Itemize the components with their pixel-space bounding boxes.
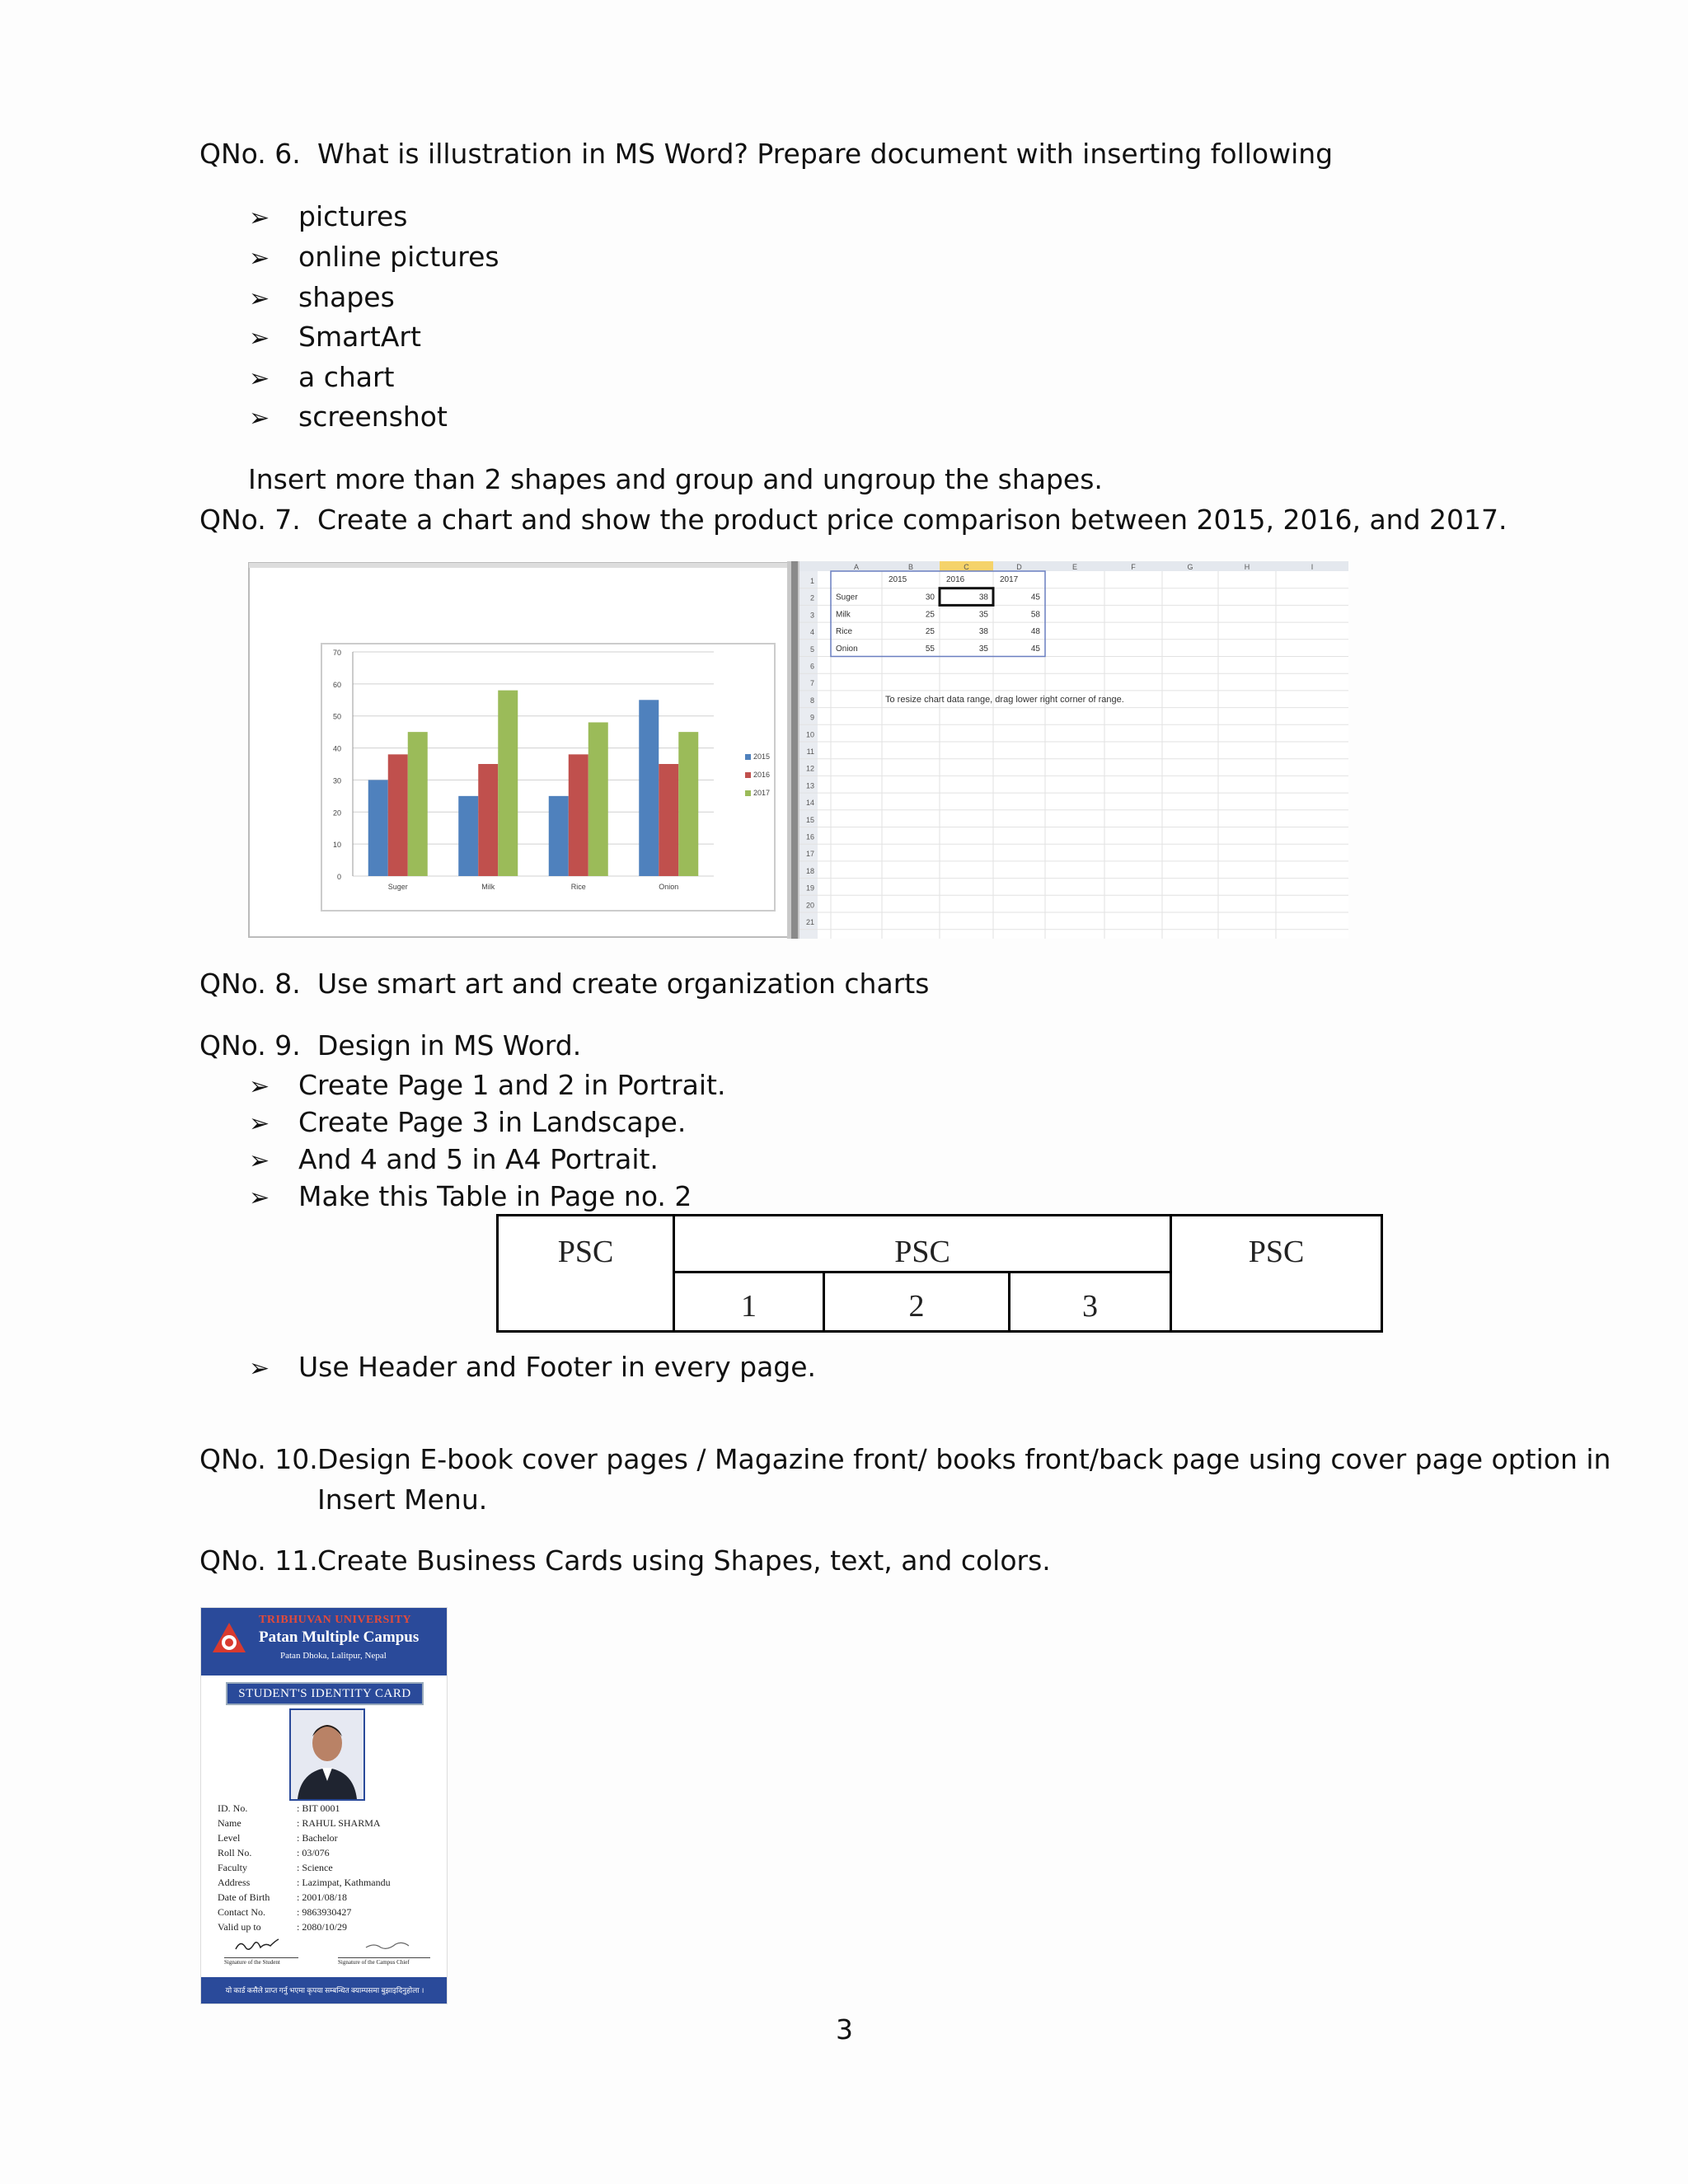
y-tick-label: 10 [332,841,341,850]
sheet-cell-value: 58 [1030,610,1040,620]
q8-number: QNo. 8. [199,968,301,1000]
id-card-title: STUDENT'S IDENTITY CARD [226,1682,424,1705]
sheet-cell-value: 48 [1030,627,1040,637]
q6-extra: Insert more than 2 shapes and group and ungroup the shapes. [248,463,1103,495]
psc-cell-sub-3: 3 [1010,1273,1172,1330]
id-card-footer: यो कार्ड कसैले प्राप्त गर्नु भएमा कृपया सम्बन्धित क्याम्पसमा बुझाइदिनुहोला । [201,1977,448,2004]
sheet-cell-value: 25 [925,627,935,637]
q9-bullet: ➢ Create Page 1 and 2 in Portrait. [249,1069,726,1101]
chart-screenshot [247,561,1348,939]
legend-label: 2016 [753,771,771,779]
id-field-value: : BIT 0001 [297,1802,340,1814]
sheet-cell-value: 45 [1030,644,1040,654]
id-field-value: : Bachelor [297,1832,338,1844]
student-id-card [200,1607,448,2004]
q10-heading [199,1442,1611,1476]
sheet-cell-value: 38 [978,593,988,602]
arrow-bullet-icon: ➢ [249,364,270,393]
sheet-cell-value: 30 [925,593,935,602]
id-field-value: : RAHUL SHARMA [297,1817,381,1829]
column-header: C [964,563,969,571]
row-header: 18 [805,866,814,875]
legend-swatch [745,790,751,796]
sheet-row-label: Milk [836,610,851,620]
row-header: 2 [809,593,814,602]
student-signature-caption: Signature of the Student [224,1957,298,1966]
row-header: 4 [809,628,814,637]
q6-bullet: ➢ screenshot [249,401,448,433]
row-header: 15 [805,815,814,824]
university-logo-icon [211,1621,247,1657]
bar-suger-2017 [408,732,428,876]
q6-bullet: ➢ SmartArt [249,321,421,353]
sheet-hint: To resize chart data range, drag lower right corner of range. [885,694,1124,705]
q9-bullet: ➢ Make this Table in Page no. 2 [249,1180,692,1212]
arrow-bullet-icon: ➢ [249,1109,270,1138]
bar-suger-2016 [388,754,408,876]
id-field-label: Valid up to [218,1921,261,1933]
bar-suger-2015 [368,780,388,876]
psc-cell-middle: PSC [675,1216,1172,1273]
row-header: 9 [809,713,814,722]
sheet-year-header: 2015 [889,575,907,584]
q6-bullet: ➢ online pictures [249,241,499,273]
x-tick-label: Milk [481,883,495,891]
psc-cell-left: PSC [499,1216,675,1330]
sheet-year-header: 2016 [946,575,965,584]
id-field-value: : 2001/08/18 [297,1891,348,1903]
id-field-label: Faculty [218,1862,247,1873]
q6-heading [199,137,1333,171]
row-header: 8 [809,696,814,705]
q9-number: QNo. 9. [199,1029,301,1062]
q8-heading [199,967,929,1001]
id-card-campus: Patan Multiple Campus [259,1629,420,1646]
student-photo-icon [291,1710,363,1799]
row-header: 5 [809,644,814,654]
y-tick-label: 0 [336,873,341,881]
column-header: G [1187,563,1193,571]
bar-rice-2017 [588,722,608,876]
arrow-bullet-icon: ➢ [249,324,270,353]
q6-bullet: ➢ pictures [249,200,408,232]
column-header: H [1244,563,1250,571]
chart-screenshot-svg [247,561,1348,939]
sheet-cell-value: 35 [978,644,988,654]
q7-number: QNo. 7. [199,504,301,536]
q6-number: QNo. 6. [199,138,301,170]
bar-rice-2015 [549,796,569,876]
q11-heading [199,1544,1051,1577]
legend-swatch [745,772,751,778]
id-field-value: : 03/076 [297,1847,330,1858]
id-field-label: Address [218,1877,251,1888]
sheet-row-label: Suger [836,593,858,602]
q9-after-bullet: ➢ Use Header and Footer in every page. [249,1351,817,1383]
arrow-bullet-icon: ➢ [249,404,270,433]
column-header: I [1311,563,1314,571]
q6-text: What is illustration in MS Word? Prepare document with inserting following [317,138,1334,170]
bar-onion-2016 [659,764,678,876]
bar-milk-2015 [458,796,478,876]
arrow-bullet-icon: ➢ [249,204,270,232]
bar-milk-2017 [498,691,518,876]
id-field-value: : Science [297,1862,333,1873]
id-card-location: Patan Dhoka, Lalitpur, Nepal [280,1651,387,1661]
student-photo [289,1708,365,1801]
id-field-label: Level [218,1832,241,1844]
y-tick-label: 30 [332,776,341,785]
column-header: B [907,563,914,571]
psc-cell-sub-2: 2 [825,1273,1010,1330]
q9-text: Design in MS Word. [317,1029,582,1062]
arrow-bullet-icon: ➢ [249,244,270,273]
id-card-university: TRIBHUVAN UNIVERSITY [259,1614,412,1626]
row-header: 16 [805,832,814,841]
row-header: 21 [805,918,814,926]
x-tick-label: Onion [659,883,679,891]
legend-label: 2017 [753,789,771,797]
sheet-year-header: 2017 [1000,575,1019,584]
row-header: 11 [806,748,814,756]
arrow-bullet-icon: ➢ [249,1072,270,1101]
student-signature-icon [232,1936,282,1954]
chief-signature-icon [363,1938,412,1952]
bar-rice-2016 [569,754,588,876]
arrow-bullet-icon: ➢ [249,1146,270,1175]
bar-onion-2015 [639,700,659,876]
chief-signature-caption: Signature of the Campus Chief [338,1957,430,1966]
column-header: F [1131,563,1136,571]
id-field-value: : 2080/10/29 [297,1921,348,1933]
row-header: 3 [809,611,814,620]
sheet-cell-value: 25 [925,610,935,620]
arrow-bullet-icon: ➢ [249,1183,270,1212]
column-header: D [1016,563,1022,571]
y-tick-label: 40 [332,744,341,753]
q6-bullet: ➢ a chart [249,361,395,393]
y-tick-label: 70 [332,649,341,657]
id-field-value: : 9863930427 [297,1906,352,1918]
sheet-row-label: Rice [836,627,853,637]
row-header: 14 [805,799,814,808]
sheet-row-label: Onion [836,644,858,654]
row-header: 10 [805,730,814,739]
row-header: 7 [809,679,814,688]
legend-label: 2015 [753,752,771,761]
arrow-bullet-icon: ➢ [249,1354,270,1383]
psc-cell-sub-1: 1 [675,1273,825,1330]
x-tick-label: Suger [387,883,408,891]
column-header: E [1071,563,1078,571]
q6-bullet: ➢ shapes [249,281,395,313]
legend-swatch [745,754,751,760]
psc-cell-right: PSC [1248,1235,1305,1269]
q11-text: Create Business Cards using Shapes, text, and colors. [317,1544,1051,1577]
sheet-cell-value: 38 [978,627,988,637]
y-tick-label: 20 [332,808,341,818]
psc-table [496,1214,1383,1333]
q10-line2: Insert Menu. [317,1483,488,1516]
row-header: 6 [809,662,814,671]
row-header: 19 [805,883,814,893]
q11-number: QNo. 11. [199,1544,318,1577]
q9-bullet: ➢ Create Page 3 in Landscape. [249,1106,687,1138]
q7-text: Create a chart and show the product price comparison between 2015, 2016, and 2017. [317,504,1507,536]
row-header: 13 [805,781,814,790]
q10-line1: Design E-book cover pages / Magazine front/ books front/back page using cover page option in [317,1443,1611,1475]
row-header: 12 [805,764,814,773]
arrow-bullet-icon: ➢ [249,284,270,313]
bar-onion-2017 [678,732,698,876]
q9-heading [199,1029,581,1062]
id-field-label: Roll No. [218,1847,252,1858]
q8-text: Use smart art and create organization charts [317,968,930,1000]
sheet-cell-value: 55 [925,644,935,654]
x-tick-label: Rice [570,883,586,891]
row-header: 1 [809,577,814,585]
q10-number: QNo. 10. [199,1443,318,1475]
y-tick-label: 60 [332,680,341,689]
q7-heading [199,503,1507,537]
q9-bullet: ➢ And 4 and 5 in A4 Portrait. [249,1143,659,1175]
row-header: 17 [805,850,814,859]
column-header: A [853,563,860,571]
id-field-label: Contact No. [218,1906,265,1918]
id-field-label: Name [218,1817,241,1829]
row-header: 20 [805,901,814,910]
sheet-cell-value: 35 [978,610,988,620]
id-field-label: Date of Birth [218,1891,270,1903]
id-field-value: : Lazimpat, Kathmandu [297,1877,391,1888]
page-number: 3 [836,2013,853,2046]
sheet-cell-value: 45 [1030,593,1040,602]
bar-milk-2016 [478,764,498,876]
y-tick-label: 50 [332,712,341,721]
id-field-label: ID. No. [218,1802,248,1814]
